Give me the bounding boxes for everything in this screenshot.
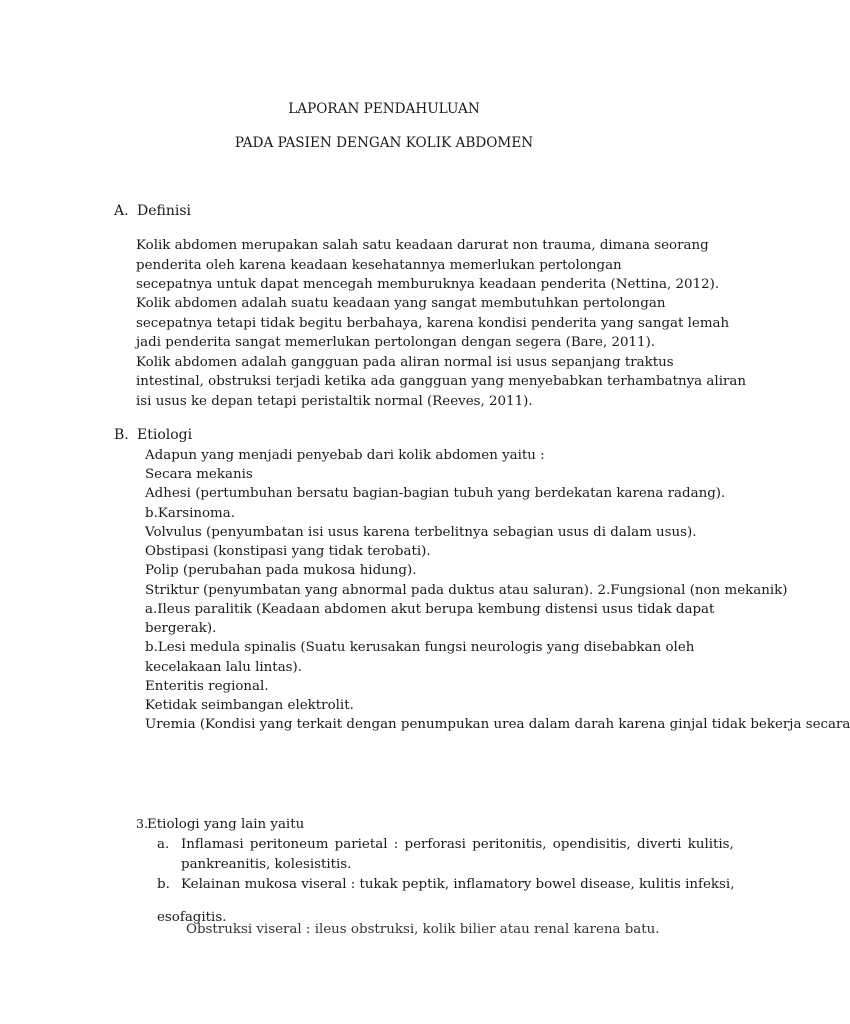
list-item-text-overlapped: Obstruksi viseral : ileus obstruksi, kolik bilier atau renal karena batu. xyxy=(186,922,660,937)
list-line: Enteritis regional. xyxy=(145,679,269,694)
list-line: Striktur (penyumbatan yang abnormal pada duktus atau saluran). 2.Fungsional (non mekanik) xyxy=(145,583,788,598)
list-line: Adapun yang menjadi penyebab dari kolik abdomen yaitu : xyxy=(145,448,545,463)
paragraph-line: penderita oleh karena keadaan kesehatannya memerlukan pertolongan xyxy=(136,258,622,273)
list-item-text: pankreanitis, kolesistitis. xyxy=(181,857,352,872)
list-line: Ketidak seimbangan elektrolit. xyxy=(145,698,354,713)
list-marker: a. xyxy=(157,837,170,852)
list-item-text: esofagitis. xyxy=(157,910,227,925)
paragraph-line: secepatnya tetapi tidak begitu berbahaya, karena kondisi penderita yang sangat lemah xyxy=(136,316,730,331)
section-3-number: 3. xyxy=(136,816,148,831)
section-a-heading: Definisi xyxy=(137,203,192,219)
paragraph-line: Kolik abdomen adalah gangguan pada aliran normal isi usus sepanjang traktus xyxy=(136,355,674,370)
list-line: Volvulus (penyumbatan isi usus karena terbelitnya sebagian usus di dalam usus). xyxy=(145,525,697,540)
list-line: Polip (perubahan pada mukosa hidung). xyxy=(145,563,417,578)
list-line: b.Lesi medula spinalis (Suatu kerusakan fungsi neurologis yang disebabkan oleh xyxy=(145,640,695,655)
list-line: Secara mekanis xyxy=(145,467,253,482)
document-subtitle: PADA PASIEN DENGAN KOLIK ABDOMEN xyxy=(234,135,534,151)
list-line: b.Karsinoma. xyxy=(145,506,235,521)
list-line: kecelakaan lalu lintas). xyxy=(145,660,303,675)
section-a-letter: A. xyxy=(114,203,129,219)
document-title: LAPORAN PENDAHULUAN xyxy=(288,101,480,117)
list-item-text: Kelainan mukosa viseral : tukak peptik, inflamatory bowel disease, kulitis infeksi, xyxy=(181,877,735,892)
paragraph-line: secepatnya untuk dapat mencegah memburuknya keadaan penderita (Nettina, 2012). xyxy=(136,277,720,292)
list-line: Obstipasi (konstipasi yang tidak terobati). xyxy=(145,544,431,559)
list-line: bergerak). xyxy=(145,621,217,636)
paragraph-line: isi usus ke depan tetapi peristaltik normal (Reeves, 2011). xyxy=(136,394,533,409)
section-3-heading: Etiologi yang lain yaitu xyxy=(147,817,305,832)
paragraph-line: Kolik abdomen adalah suatu keadaan yang sangat membutuhkan pertolongan xyxy=(136,296,666,311)
list-marker: b. xyxy=(157,877,170,892)
paragraph-line: intestinal, obstruksi terjadi ketika ada gangguan yang menyebabkan terhambatnya aliran xyxy=(136,374,746,389)
list-item-text: Inflamasi peritoneum parietal : perforasi peritonitis, opendisitis, diverti kulitis, xyxy=(181,837,734,852)
paragraph-line: jadi penderita sangat memerlukan pertolongan dengan segera (Bare, 2011). xyxy=(136,335,656,350)
section-b-letter: B. xyxy=(114,427,129,443)
list-line-truncated: Uremia (Kondisi yang terkait dengan penumpukan urea dalam darah karena ginjal tidak bekerja secara xyxy=(145,717,850,732)
paragraph-line: Kolik abdomen merupakan salah satu keadaan darurat non trauma, dimana seorang xyxy=(136,238,709,253)
section-b-heading: Etiologi xyxy=(137,427,193,443)
list-line: Adhesi (pertumbuhan bersatu bagian-bagian tubuh yang berdekatan karena radang). xyxy=(145,486,726,501)
list-line: a.Ileus paralitik (Keadaan abdomen akut berupa kembung distensi usus tidak dapat xyxy=(145,602,715,617)
